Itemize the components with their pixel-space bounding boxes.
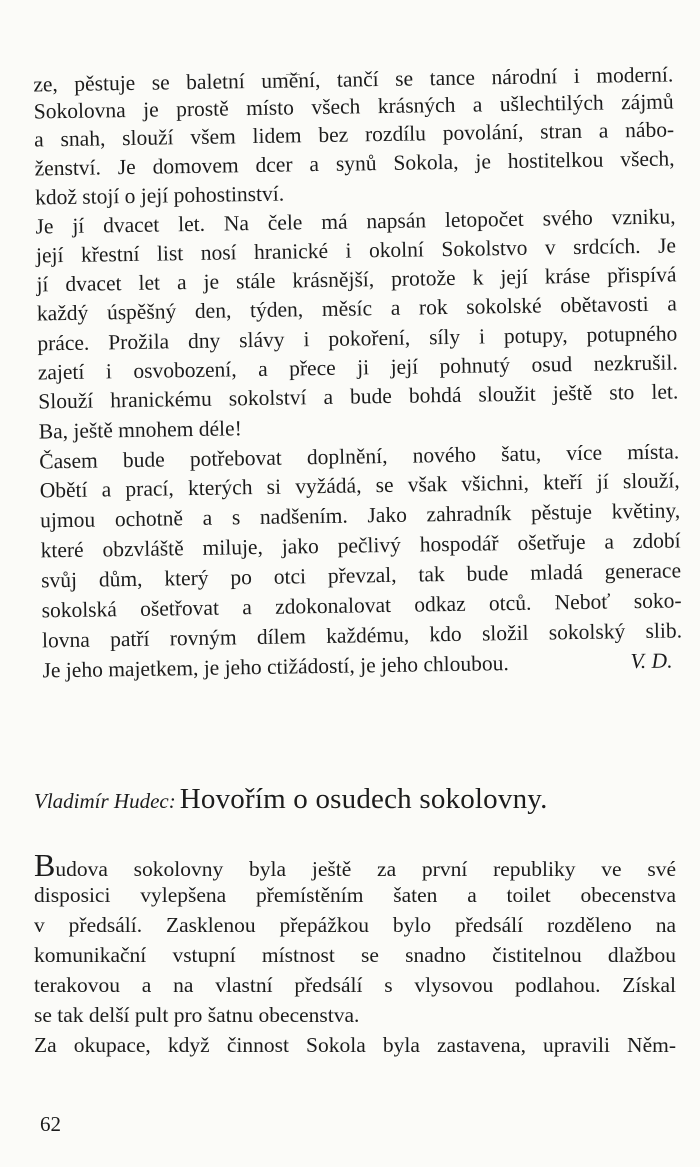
text-line: disposici vylepšena přemístěním šaten a toilet obecenstva <box>34 883 676 907</box>
text-line: se tak delší pult pro šatnu obecenstva. <box>34 1003 360 1027</box>
text-line: každý úspěšný den, týden, měsíc a rok sokolské obětavosti a <box>36 291 678 326</box>
text-line: zajetí i osvobození, a přece ji její pohnutý osud nezkrušil. <box>37 350 678 385</box>
text-line: Sokolovna je prostě místo všech krásných a ušlechtilých zájmů <box>33 89 674 124</box>
text-line: Obětí a prací, kterých si vyžádá, se však všichni, kteří jí slouží, <box>39 468 680 503</box>
text-line: ujmou ochotně a s nadšením. Jako zahradník pěstuje květiny, <box>39 498 681 533</box>
article-author: Vladimír Hudec: <box>34 789 176 813</box>
text-line: její křestní list nosí hranické i okolní Sokolstvo v srdcích. Je <box>35 233 677 268</box>
text-line: lovna patří rovným dílem každému, kdo složil sokolský slib. <box>41 618 683 653</box>
text-line: kdož stojí o její pohostinství. <box>34 181 285 210</box>
text-line: Je jí dvacet let. Na čele má napsán letopočet svého vzniku, <box>35 204 676 239</box>
text-line: ženství. Je domovem dcer a synů Sokola, je hostitelkou všech, <box>34 146 675 181</box>
text-line: v předsálí. Zasklenou přepážkou bylo předsálí rozděleno na <box>34 913 676 937</box>
text-line: které obzvláště miluje, jako pečlivý hospodář ošetřuje a zdobí <box>40 528 681 563</box>
text-line: práce. Prožila dny slávy i pokoření, síly i potupy, potupného <box>37 321 678 356</box>
first-line-text: udova sokolovny byla ještě za první republiky ve své <box>55 857 676 881</box>
text-line: sokolská ošetřovat a zdokonalovat odkaz otců. Neboť soko- <box>41 588 682 623</box>
text-line: Je jeho majetkem, je jeho ctižádostí, je jeho chloubou. <box>42 651 509 683</box>
text-line: svůj dům, který po otci převzal, tak bude mladá generace <box>40 558 682 593</box>
signature: V. D. <box>630 648 673 674</box>
text-line: Časem bude potřebovat doplnění, nového šatu, více místa. <box>39 439 680 474</box>
text-line: a snah, slouží všem lidem bez rozdílu povolání, stran a nábo- <box>34 117 675 152</box>
drop-cap: B <box>34 847 56 883</box>
text-line: Slouží hranickému sokolství a bude bohdá sloužit ještě sto let. <box>38 379 679 414</box>
article-title: Hovořím o osudech sokolovny. <box>179 783 548 815</box>
article-heading <box>34 783 674 816</box>
text-line <box>34 847 676 883</box>
text-line: komunikační vstupní místnost se snadno čistitelnou dlažbou <box>34 943 676 967</box>
text-line: Za okupace, když činnost Sokola byla zastavena, upravili Něm- <box>34 1033 676 1057</box>
page-number: 62 <box>40 1112 61 1136</box>
text-line: terakovou a na vlastní předsálí s vlysovou podlahou. Získal <box>34 973 676 997</box>
text-line: Ba, ještě mnohem déle! <box>38 416 242 444</box>
text-line: ze, pěstuje se baletní umění, tančí se tance národní i moderní. <box>33 62 674 97</box>
text-line: jí dvacet let a je stále krásnější, protože k její kráse přispívá <box>36 262 677 297</box>
